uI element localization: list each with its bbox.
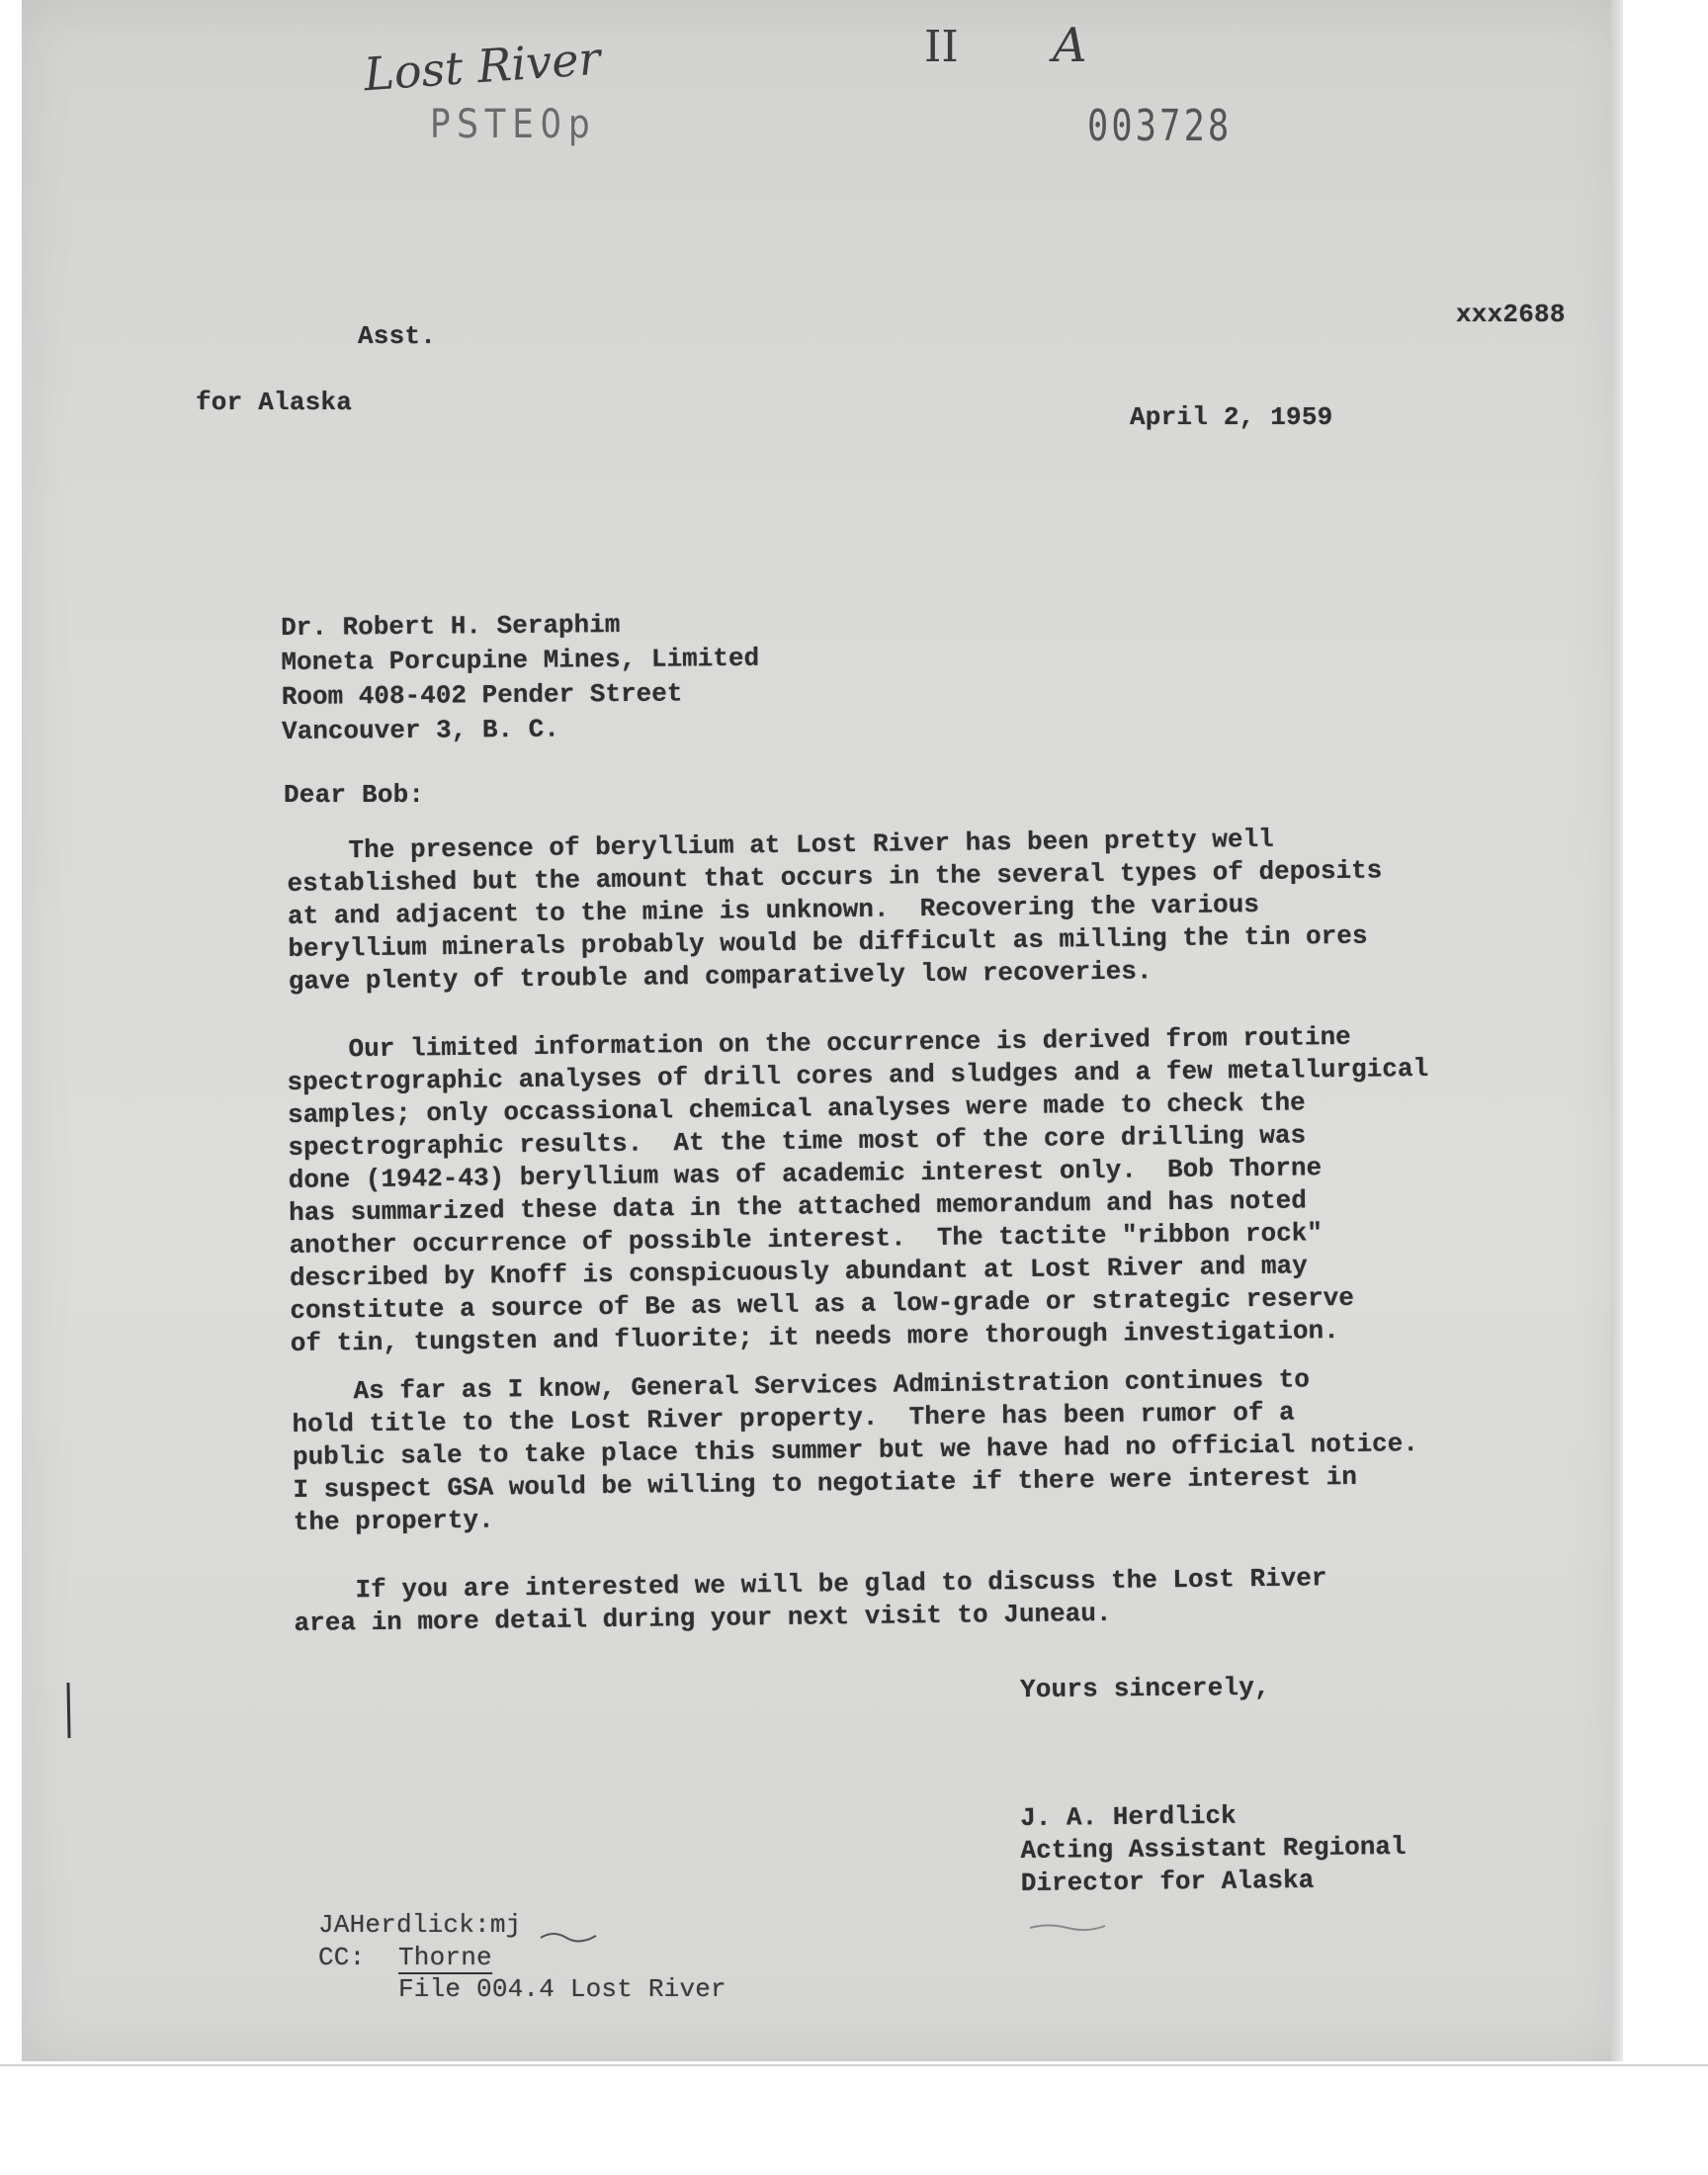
cc-label: CC: [318,1943,366,1972]
body-line: has summarized these data in the attached memorandum and has noted [289,1185,1308,1228]
archive-stamp-code: PSTE0p [430,102,597,147]
body-line: hold title to the Lost River property. There has been rumor of a [292,1397,1295,1439]
body-line: done (1942-43) beryllium was of academic interest only. Bob Thorne [288,1153,1323,1195]
page-edge [1611,0,1623,2061]
file-reference: File 004.4 Lost River [398,1974,726,2004]
salutation: Dear Bob: [284,780,425,810]
body-line: established but the amount that occurs in the several types of deposits [287,855,1383,899]
body-line: of tin, tungsten and fluorite; it needs more thorough investigation. [290,1316,1339,1358]
body-line: beryllium minerals probably would be difficult as milling the tin ores [288,920,1368,964]
signature-line: J. A. Herdlick [1020,1800,1237,1833]
body-line: If you are interested we will be glad to discuss the Lost River [294,1563,1327,1606]
reference-number: xxx2688 [1456,300,1566,329]
closing: Yours sincerely, [1019,1672,1270,1705]
address-line: Moneta Porcupine Mines, Limited [281,643,760,677]
typist-initials: JAHerdlick:mj [318,1910,522,1940]
body-paragraph-3 [292,1361,1539,1539]
letter-date: April 2, 1959 [1130,402,1333,432]
scan-border [0,2064,1708,2066]
address-block [281,600,1527,749]
body-line: the property. [293,1505,494,1537]
signature-line: Director for Alaska [1020,1865,1315,1898]
signature-line: Acting Assistant Regional [1020,1831,1407,1866]
body-line: I suspect GSA would be willing to negotiate if there were interest in [293,1461,1358,1505]
handwritten-letter: A [1053,18,1087,73]
body-line: another occurrence of possible interest. The tactite "ribbon rock" [289,1218,1324,1261]
body-line: Our limited information on the occurrence is derived from routine [287,1021,1351,1065]
address-line: Room 408-402 Pender Street [281,678,683,712]
body-line: at and adjacent to the mine is unknown. Recovering the various [287,889,1260,931]
body-line: described by Knoff is conspicuously abundant at Lost River and may [289,1251,1308,1293]
body-line: As far as I know, General Services Administration continues to [292,1364,1311,1407]
body-line: gave plenty of trouble and comparatively low recoveries. [288,956,1153,997]
body-line: spectrographic results. At the time most of the core drilling was [288,1120,1307,1163]
address-line: Vancouver 3, B. C. [281,714,560,746]
handwritten-title: Lost River [362,31,603,102]
margin-mark [61,1681,75,1740]
body-line: The presence of beryllium at Lost River has been pretty well [287,824,1274,866]
signature-block [1020,1796,1575,1900]
body-line: public sale to take place this summer but we have had no official notice. [292,1429,1419,1472]
body-line: constitute a source of Be as well as a low-grade or strategic reserve [290,1282,1355,1326]
body-line: area in more detail during your next visit to Juneau. [294,1598,1112,1638]
body-line: samples; only occassional chemical analyses were made to check the [287,1088,1306,1130]
archive-stamp-number: 003728 [1087,101,1233,151]
heading-line-2: for Alaska [196,388,353,417]
body-line: spectrographic analyses of drill cores and sludges and a few metallurgical [287,1053,1429,1097]
handwritten-roman: II [924,22,959,72]
address-line: Dr. Robert H. Seraphim [281,610,621,643]
faint-mark [1028,1920,1107,1934]
body-paragraph-2 [287,1019,1536,1360]
pen-scribble [539,1926,598,1946]
cc-name: Thorne [398,1943,492,1972]
body-paragraph-1 [287,821,1534,999]
heading-line-1: Asst. [358,321,437,351]
